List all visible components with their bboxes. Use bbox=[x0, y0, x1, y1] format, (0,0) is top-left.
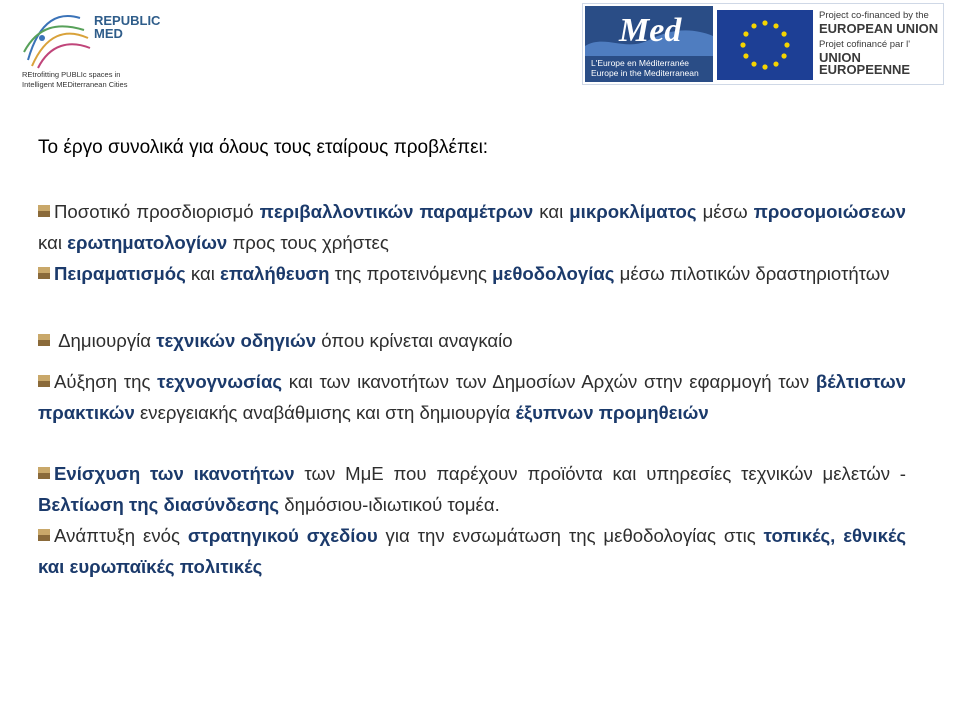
bullet-bold-text: επαλήθευση bbox=[220, 263, 330, 284]
eu-line-3: Projet cofinancé par l' bbox=[819, 39, 911, 50]
eu-star bbox=[751, 61, 756, 66]
republic-word: REPUBLIC bbox=[94, 13, 161, 28]
eu-star bbox=[740, 42, 745, 47]
republic-med-wordmark bbox=[94, 14, 160, 40]
bullet-text: Αύξηση της bbox=[54, 371, 158, 392]
bullet-bold-text: Ενίσχυση των ικανοτήτων bbox=[54, 463, 295, 484]
bullet-icon bbox=[38, 458, 50, 470]
slide-title: Το έργο συνολικά για όλους τους εταίρους προβλέπει: bbox=[38, 137, 489, 158]
bullet-icon bbox=[38, 258, 50, 270]
bullet-text: και bbox=[38, 231, 68, 253]
bullet-text: προς τους χρήστες bbox=[227, 231, 389, 253]
bullet-item bbox=[38, 325, 906, 357]
bullet-icon bbox=[38, 366, 50, 378]
bullet-text: Ανάπτυξη ενός bbox=[54, 525, 188, 546]
eu-line-2: EUROPEAN UNION bbox=[819, 20, 939, 36]
bullet-bold-text: τοπικές, εθνικές και ευρωπαϊκές πολιτικές bbox=[38, 525, 906, 577]
republic-med-tagline: REtrofitting PUBLIc spaces in Intelligent MEDiterranean Cities bbox=[22, 70, 128, 89]
bullet-bold-text: περιβαλλοντικών παραμέτρων bbox=[259, 201, 534, 222]
bullet-text: μέσω πιλοτικών δραστηριοτήτων bbox=[614, 263, 890, 284]
eu-star bbox=[743, 31, 748, 36]
eu-star bbox=[773, 61, 778, 66]
bullet-bold-text: βέλτιστων πρακτικών bbox=[38, 371, 906, 423]
bullet-bold-text: μεθοδολογίας bbox=[492, 263, 615, 284]
bullet-icon bbox=[38, 196, 50, 208]
bullet-text: μέσω bbox=[696, 201, 754, 222]
med-programme-word: Med bbox=[619, 12, 682, 49]
bullet-item bbox=[38, 366, 906, 428]
bullet-bold-text: στρατηγικού σχεδίου bbox=[187, 525, 378, 546]
med-word: MED bbox=[94, 26, 123, 41]
bullet-text: για την ενσωμάτωση της μεθοδολογίας στις bbox=[377, 525, 764, 546]
bullet-bold-text: τεχνικών οδηγιών bbox=[156, 330, 317, 351]
bullet-text: και των ικανοτήτων των Δημοσίων Αρχών στην εφαρμογή των bbox=[282, 371, 816, 392]
bullet-text: των ΜμΕ που παρέχουν προϊόντα και υπηρεσίες τεχνικών μελετών - bbox=[294, 463, 906, 484]
eu-star bbox=[781, 31, 786, 36]
med-programme-logo bbox=[585, 6, 713, 82]
eu-line-1: Project co-financed by the bbox=[819, 10, 929, 21]
eu-flag-icon bbox=[717, 10, 813, 80]
eu-line-4: UNION EUROPEENNE bbox=[819, 49, 911, 77]
bullet-text: όπου κρίνεται αναγκαίο bbox=[316, 330, 513, 351]
bullet-item bbox=[38, 196, 906, 258]
bullet-item bbox=[38, 520, 906, 582]
bullet-text: Δημιουργία bbox=[54, 330, 157, 351]
bullet-bold-text: τεχνογνωσίας bbox=[157, 371, 283, 392]
republic-med-logo bbox=[16, 6, 166, 90]
eu-star bbox=[773, 23, 778, 28]
bullet-bold-text: ερωτηματολογίων bbox=[67, 231, 228, 253]
eu-star bbox=[762, 64, 767, 69]
bullet-item bbox=[38, 458, 906, 520]
med-programme-subtitle: L'Europe en Méditerranée Europe in the Mediterranean bbox=[591, 58, 699, 78]
eu-star bbox=[751, 23, 756, 28]
bullet-bold-text: Πειραματισμός bbox=[54, 263, 186, 284]
bullet-text: δημόσιου-ιδιωτικού τομέα. bbox=[279, 493, 500, 515]
bullet-bold-text: Βελτίωση της διασύνδεσης bbox=[38, 493, 280, 515]
eu-star bbox=[762, 20, 767, 25]
bullet-text: ενεργειακής αναβάθμισης και στη δημιουργία bbox=[134, 401, 516, 423]
bullet-bold-text: μικροκλίματος bbox=[569, 201, 697, 222]
bullet-bold-text: προσομοιώσεων bbox=[753, 201, 906, 222]
bullet-item bbox=[38, 258, 906, 290]
bullet-icon bbox=[38, 325, 50, 337]
bullet-icon bbox=[38, 520, 50, 532]
programme-logos bbox=[582, 3, 944, 85]
eu-cofinance-text bbox=[819, 10, 943, 77]
eu-star bbox=[781, 53, 786, 58]
bullet-text: και bbox=[185, 263, 221, 284]
bullet-bold-text: έξυπνων προμηθειών bbox=[515, 401, 709, 423]
eu-star bbox=[784, 42, 789, 47]
bullet-text: Ποσοτικό προσδιορισμό bbox=[54, 201, 260, 222]
bullet-text: και bbox=[533, 201, 570, 222]
republic-med-emblem-icon bbox=[20, 8, 92, 70]
eu-star bbox=[743, 53, 748, 58]
bullet-text: της προτεινόμενης bbox=[329, 263, 493, 284]
